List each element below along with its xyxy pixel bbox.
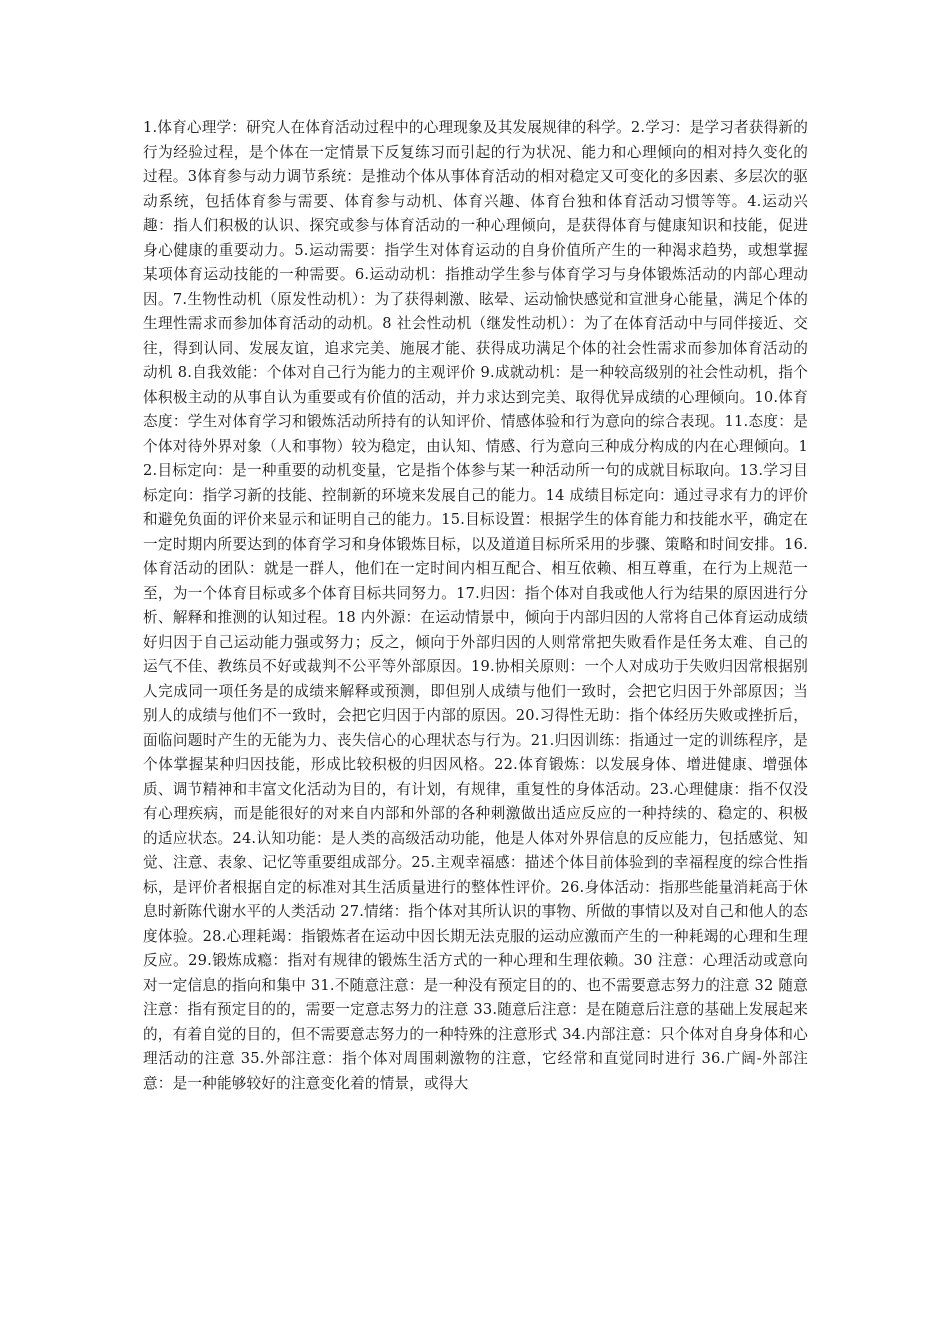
body-paragraph: 1.体育心理学：研究人在体育活动过程中的心理现象及其发展规律的科学。2.学习：是学习者获得新的行为经验过程，是个体在一定情景下反复练习而引起的行为状况、能力和心理倾向的相对持久变化的过程。3体育参与动力调节系统：是推动个体从事体育活动的相对稳定又可变化的多因素、多层次的驱动系统，包括体育参与需要、体育参与动机、体育兴趣、体育台独和体育活动习惯等等。4.运动兴趣：指人们积极的认识、探究或参与体育活动的一种心理倾向，是获得体育与健康知识和技能，促进身心健康的重要动力。5.运动需要：指学生对体育运动的自身价值所产生的一种渴求趋势，或想掌握某项体育运动技能的一种需要。6.运动动机：指推动学生参与体育学习与身体锻炼活动的内部心理动因。7.生物性动机（原发性动机）：为了获得刺激、眩晕、运动愉快感觉和宣泄身心能量，满足个体的生理性需求而参加体育活动的动机。8 社会性动机（继发性动机）：为了在体育活动中与同伴接近、交往，得到认同、发展友谊，追求完美、施展才能、获得成功满足个体的社会性需求而参加体育活动的动机 8.自我效能：个体对自己行为能力的主观评价 9.成就动机：是一种较高级别的社会性动机，指个体积极主动的从事自认为重要或有价值的活动，并力求达到完美、取得优异成绩的心理倾向。10.体育态度：学生对体育学习和锻炼活动所持有的认知评价、情感体验和行为意向的综合表现。11.态度：是个体对待外界对象（人和事物）较为稳定，由认知、情感、行为意向三种成分构成的内在心理倾向。12.目标定向：是一种重要的动机变量，它是指个体参与某一种活动所一句的成就目标取向。13.学习目标定向：指学习新的技能、控制新的环境来发展自己的能力。14 成绩目标定向：通过寻求有力的评价和避免负面的评价来显示和证明自己的能力。15.目标设置：根据学生的体育能力和技能水平，确定在一定时期内所要达到的体育学习和身体锻炼目标，以及道道目标所采用的步骤、策略和时间安排。16.体育活动的团队：就是一群人，他们在一定时间内相互配合、相互依赖、相互尊重，在行为上规范一至，为一个体育目标或多个体育目标共同努力。17.归因：指个体对自我或他人行为结果的原因进行分析、解释和推测的认知过程。18 内外源：在运动情景中，倾向于内部归因的人常将自己体育运动成绩好归因于自己运动能力强或努力；反之，倾向于外部归因的人则常常把失败看作是任务太难、自己的运气不佳、教练员不好或裁判不公平等外部原因。19.协相关原则：一个人对成功于失败归因常根据别人完成同一项任务是的成绩来解释或预测，即但别人成绩与他们一致时，会把它归因于外部原因；当别人的成绩与他们不一致时，会把它归因于内部的原因。20.习得性无助：指个体经历失败或挫折后，面临问题时产生的无能为力、丧失信心的心理状态与行为。21.归因训练：指通过一定的训练程序，是个体掌握某种归因技能，形成比较积极的归因风格。22.体育锻炼：以发展身体、增进健康、增强体质、调节精神和丰富文化活动为目的，有计划，有规律，重复性的身体活动。23.心理健康：指不仅没有心理疾病，而是能很好的对来自内部和外部的各种刺激做出适应反应的一种持续的、稳定的、积极的适应状态。24.认知功能：是人类的高级活动功能，他是人体对外界信息的反应能力，包括感觉、知觉、注意、表象、记忆等重要组成部分。25.主观幸福感：描述个体目前体验到的幸福程度的综合性指标，是评价者根据自定的标准对其生活质量进行的整体性评价。26.身体活动：指那些能量消耗高于休息时新陈代谢水平的人类活动 27.情绪：指个体对其所认识的事物、所做的事情以及对自己和他人的态度体验。28.心理耗竭：指锻炼者在运动中因长期无法克服的运动应激而产生的一种耗竭的心理和生理反应。29.锻炼成瘾：指对有规律的锻炼生活方式的一种心理和生理依赖。30 注意：心理活动或意向对一定信息的指向和集中 31.不随意注意：是一种没有预定目的的、也不需要意志努力的注意 32 随意注意：指有预定目的的，需要一定意志努力的注意 33.随意后注意：是在随意后注意的基础上发展起来的，有着自觉的目的，但不需要意志努力的一种特殊的注意形式 34.内部注意：只个体对自身身体和心理活动的注意 35.外部注意：指个体对周围刺激物的注意，它经常和直觉同时进行 36.广阔-外部注意：是一种能够较好的注意变化着的情景，或得大 [143, 119, 808, 1092]
document-page [143, 116, 808, 1096]
